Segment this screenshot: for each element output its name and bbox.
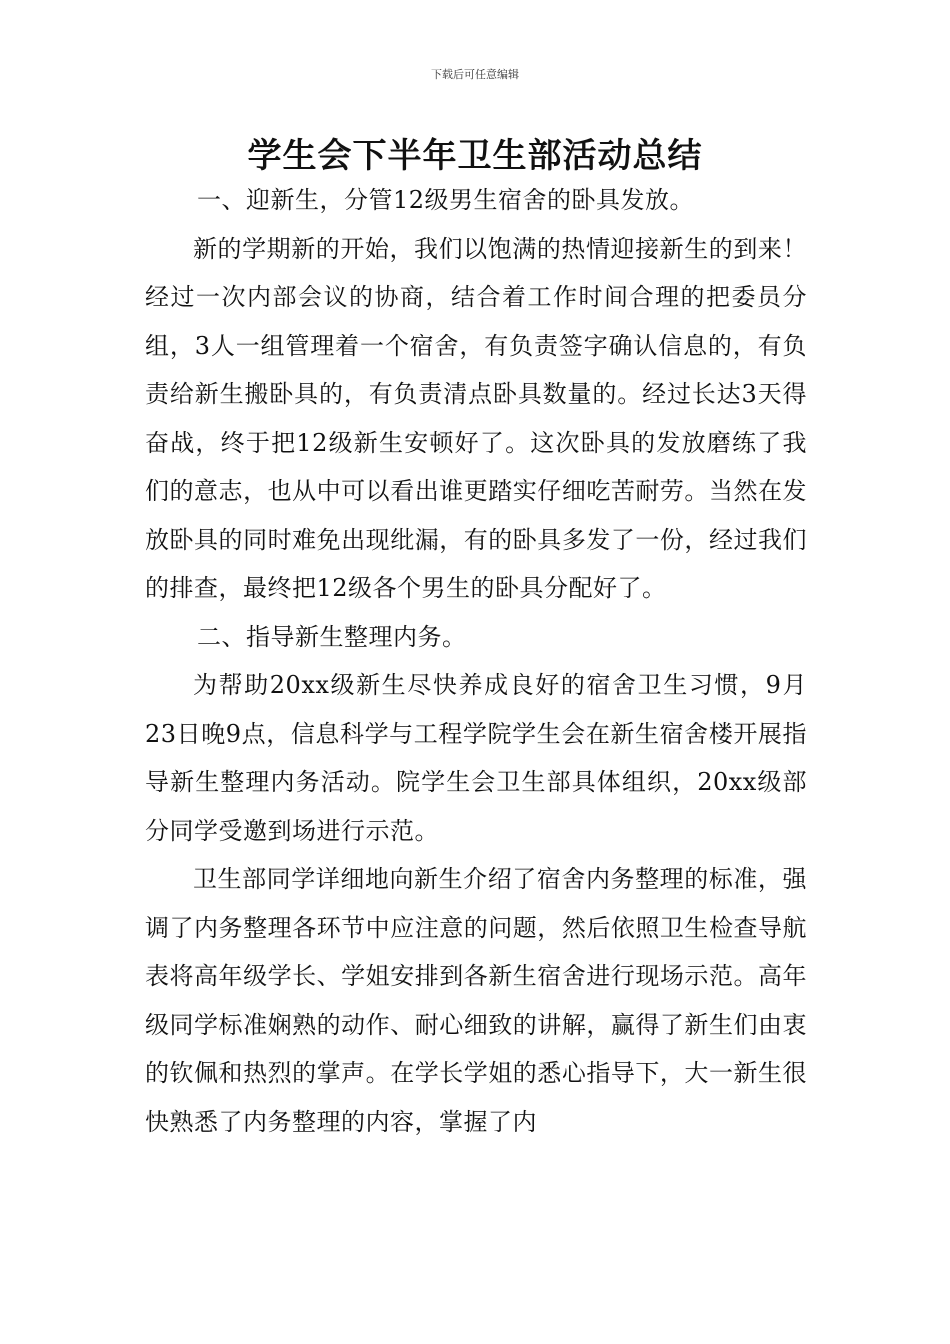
section-2-paragraph-1: 为帮助20xx级新生尽快养成良好的宿舍卫生习惯，9月23日晚9点，信息科学与工程学院学生会在新生宿舍楼开展指导新生整理内务活动。院学生会卫生部具体组织，20xx级部分同学受邀到场进行示范。 [145,671,807,845]
page-title: 学生会下半年卫生部活动总结 [247,136,703,176]
section-2-paragraph-2: 卫生部同学详细地向新生介绍了宿舍内务整理的标准，强调了内务整理各环节中应注意的问题，然后依照卫生检查导航表将高年级学长、学姐安排到各新生宿舍进行现场示范。高年级同学标准娴熟的动作、耐心细致的讲解，赢得了新生们由衷的钦佩和热烈的掌声。在学长学姐的悉心指导下，大一新生很快熟悉了内务整理的内容，掌握了内 [145,865,807,1136]
section-heading-1: 一、迎新生，分管12级男生宿舍的卧具发放。 [197,186,695,214]
section-heading-2: 二、指导新生整理内务。 [197,622,467,651]
header-note: 下载后可任意编辑 [431,68,519,81]
document-body [145,176,807,1146]
section-1-paragraph-1: 新的学期新的开始，我们以饱满的热情迎接新生的到来！经过一次内部会议的协商，结合着工作时间合理的把委员分组，3人一组管理着一个宿舍，有负责签字确认信息的，有负责给新生搬卧具的，有负责清点卧具数量的。经过长达3天得奋战，终于把12级新生安顿好了。这次卧具的发放磨练了我们的意志，也从中可以看出谁更踏实仔细吃苦耐劳。当然在发放卧具的同时难免出现纰漏，有的卧具多发了一份，经过我们的排查，最终把12级各个男生的卧具分配好了。 [145,234,807,602]
